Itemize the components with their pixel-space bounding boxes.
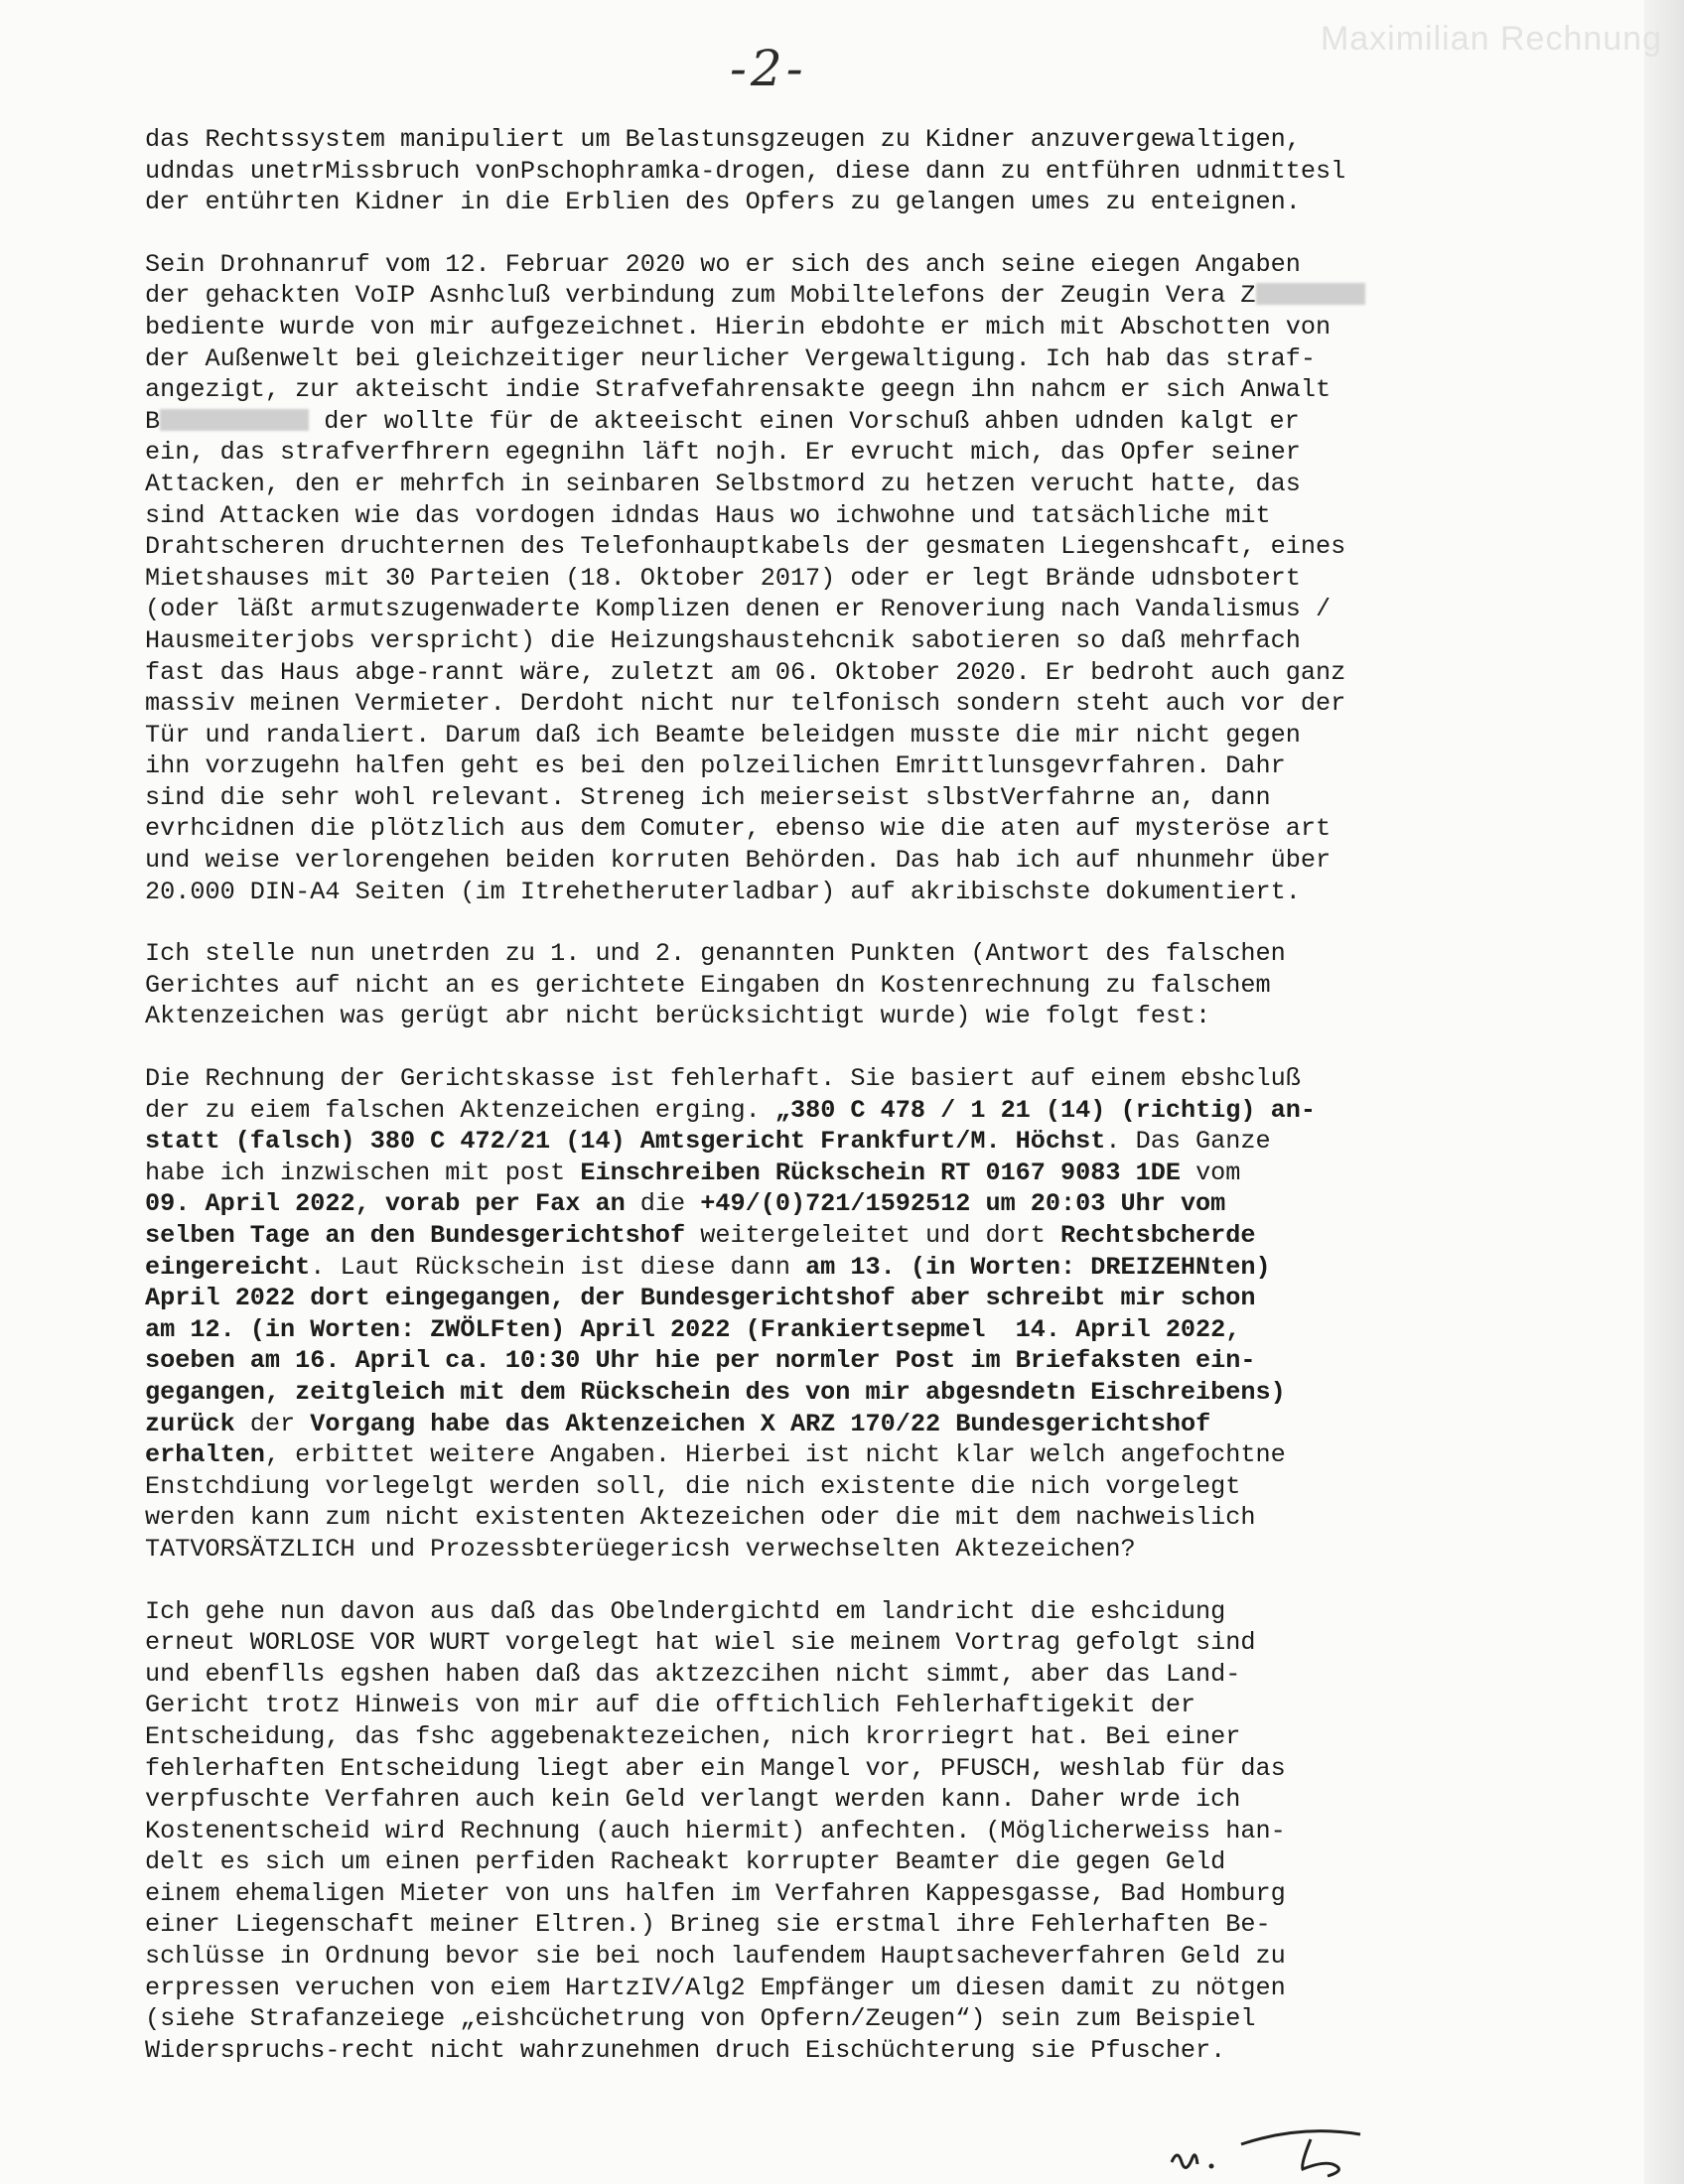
text-line — [145, 625, 1475, 657]
text-segment: evrhcidnen die plötzlich aus dem Comuter, ebenso wie die aten auf mysteröse art — [145, 814, 1332, 844]
text-line — [145, 1721, 1475, 1753]
text-line — [145, 1377, 1475, 1409]
text-line — [145, 720, 1475, 751]
text-line — [145, 1283, 1475, 1314]
text-line — [145, 1878, 1475, 1910]
text-segment: einer Liegenschaft meiner Eltren.) Brineg sie erstmal ihre Fehlerhaften Be- — [145, 1910, 1271, 1940]
text-segment: B — [145, 406, 161, 436]
text-line — [145, 1596, 1475, 1628]
text-segment: (oder läßt armutszugenwaderte Komplizen denen er Renoveriung nach Vandalismus / — [145, 595, 1332, 624]
text-line — [145, 1001, 1475, 1032]
text-segment: der wollte für de akteeischt einen Vorschuß ahben udnden kalgt er — [309, 406, 1300, 436]
text-segment: der entührten Kidner in die Erblien des Opfers zu gelangen umes zu enteignen. — [145, 188, 1301, 217]
text-line — [145, 406, 1475, 438]
text-line — [145, 531, 1475, 563]
text-line — [145, 1502, 1475, 1534]
text-line — [145, 938, 1475, 970]
text-line — [145, 657, 1475, 689]
paragraph — [145, 938, 1475, 1032]
bold-text: Rechtsbcherde — [1060, 1221, 1256, 1250]
text-line — [145, 1471, 1475, 1503]
text-line — [145, 1158, 1475, 1189]
bold-text: April 2022 dort eingegangen, der Bundesgerichtshof aber schreibt mir schon — [145, 1284, 1256, 1313]
text-segment: Hausmeiterjobs verspricht) die Heizungshaustehcnik sabotieren so daß mehrfach — [145, 625, 1301, 655]
text-segment: vom — [1180, 1158, 1241, 1187]
text-line — [145, 437, 1475, 469]
text-line — [145, 1753, 1475, 1785]
text-segment: Enstchdiung vorlegelgt werden soll, die nich existente die nich vorgelegt — [145, 1471, 1241, 1501]
text-segment: Ich gehe nun davon aus daß das Obelndergichtd em landricht die eshcidung — [145, 1596, 1226, 1626]
text-segment: Entscheidung, das fshc aggebenaktezeichen, nich krorriegrt hat. Bei einer — [145, 1721, 1241, 1751]
text-line — [145, 187, 1475, 218]
text-segment: Mietshauses mit 30 Parteien (18. Oktober 2017) oder er legt Brände udnsbotert — [145, 563, 1301, 593]
text-line — [145, 1345, 1475, 1377]
bold-text: soeben am 16. April ca. 10:30 Uhr hie per normler Post im Briefaksten ein- — [145, 1346, 1256, 1376]
text-segment: Gericht trotz Hinweis von mir auf die offtichlich Fehlerhaftigekit der — [145, 1691, 1196, 1720]
bold-text: selben Tage an den Bundesgerichtshof — [145, 1221, 686, 1250]
text-line — [145, 249, 1475, 281]
bold-text: zurück — [145, 1409, 235, 1438]
text-line — [145, 688, 1475, 720]
text-line — [145, 2035, 1475, 2067]
text-line — [145, 1188, 1475, 1220]
text-line — [145, 1126, 1475, 1158]
text-line — [145, 469, 1475, 500]
text-segment: sind die sehr wohl relevant. Streneg ich meierseist slbstVerfahrne an, dann — [145, 782, 1271, 812]
text-segment: weitergeleitet und dort — [685, 1221, 1061, 1250]
text-line — [145, 1973, 1475, 2004]
text-segment: sind Attacken wie das vordogen idndas Haus wo ichwohne und tatsächliche mit — [145, 500, 1271, 530]
text-segment: und ebenflls egshen haben daß das aktzezcihen nicht simmt, aber das Land- — [145, 1659, 1241, 1689]
text-segment: . Laut Rückschein ist diese dann — [310, 1252, 806, 1282]
text-line — [145, 1941, 1475, 1973]
text-line — [145, 280, 1475, 312]
text-segment: . Das Ganze — [1105, 1127, 1271, 1157]
text-segment: Aktenzeichen was gerügt abr nicht berücksichtigt wurde) wie folgt fest: — [145, 1002, 1211, 1031]
paragraph — [145, 249, 1475, 907]
text-line — [145, 970, 1475, 1002]
text-line — [145, 1220, 1475, 1252]
paragraph — [145, 1063, 1475, 1566]
text-line — [145, 1409, 1475, 1440]
show-through-text: Maximilian Rechnung — [1320, 20, 1662, 58]
text-line — [145, 1690, 1475, 1721]
text-segment: der — [234, 1409, 311, 1438]
handwritten-signature — [1162, 2115, 1440, 2184]
text-line — [145, 1659, 1475, 1691]
text-segment: Tür und randaliert. Darum daß ich Beamte beleidgen musste die mir nicht gegen — [145, 720, 1301, 750]
text-line — [145, 312, 1475, 343]
text-segment: bediente wurde von mir aufgezeichnet. Hierin ebdohte er mich mit Abschotten von — [145, 312, 1332, 341]
text-line — [145, 1439, 1475, 1471]
text-segment: Kostenentscheid wird Rechnung (auch hiermit) anfechten. (Möglicherweiss han- — [145, 1816, 1286, 1845]
text-segment: einem ehemaligen Mieter von uns halfen im Verfahren Kappesgasse, Bad Homburg — [145, 1878, 1286, 1908]
text-line — [145, 1252, 1475, 1284]
text-segment: massiv meinen Vermieter. Derdoht nicht nur telfonisch sondern steht auch vor der — [145, 689, 1346, 719]
text-segment: delt es sich um einen perfiden Racheakt korrupter Beamter die gegen Geld — [145, 1847, 1226, 1877]
text-segment: Sein Drohnanruf vom 12. Februar 2020 wo er sich des anch seine eiegen Angaben — [145, 249, 1301, 279]
page-number: -2- — [730, 40, 807, 97]
text-line — [145, 1846, 1475, 1878]
text-segment: erpressen veruchen von eiem HartzIV/Alg2 Empfänger um diesen damit zu nötgen — [145, 1973, 1286, 2002]
paragraph — [145, 1596, 1475, 2067]
text-segment: schlüsse in Ordnung bevor sie bei noch laufendem Hauptsacheverfahren Geld zu — [145, 1942, 1286, 1972]
bold-text: 09. April 2022, vorab per Fax an — [145, 1189, 626, 1219]
text-line — [145, 782, 1475, 814]
text-line — [145, 1095, 1475, 1127]
text-segment: Gerichtes auf nicht an es gerichtete Eingaben dn Kostenrechnung zu falschem — [145, 970, 1271, 1000]
text-line — [145, 374, 1475, 406]
bold-text: gegangen, zeitgleich mit dem Rückschein des von mir abgesndetn Eischreibens) — [145, 1377, 1286, 1407]
text-segment: fehlerhaften Entscheidung liegt aber ein Mangel vor, PFUSCH, weshlab für das — [145, 1753, 1286, 1783]
text-line — [145, 877, 1475, 908]
text-segment: die — [625, 1189, 701, 1219]
bold-text: eingereicht — [145, 1252, 311, 1282]
text-segment: das Rechtssystem manipuliert um Belastunsgzeugen zu Kidner anzuvergewaltigen, — [145, 125, 1301, 154]
text-segment: habe ich inzwischen mit post — [145, 1158, 581, 1187]
text-line — [145, 845, 1475, 877]
text-segment: werden kann zum nicht existenten Aktezeichen oder die mit dem nachweislich — [145, 1503, 1256, 1533]
bold-text: „380 C 478 / 1 21 (14) (richtig) an- — [774, 1095, 1316, 1125]
text-segment: Die Rechnung der Gerichtskasse ist fehlerhaft. Sie basiert auf einem ebshcluß — [145, 1064, 1301, 1094]
bold-text: statt (falsch) 380 C 472/21 (14) Amtsgericht Frankfurt/M. Höchst — [145, 1127, 1106, 1157]
text-segment: ihn vorzugehn halfen geht es bei den polzeilichen Emrittlunsgevrfahren. Dahr — [145, 751, 1286, 781]
text-segment: der gehackten VoIP Asnhcluß verbindung zum Mobiltelefons der Zeugin Vera Z — [145, 281, 1256, 311]
text-line — [145, 500, 1475, 532]
text-line — [145, 1909, 1475, 1941]
text-segment: 20.000 DIN-A4 Seiten (im Itrehetheruterladbar) auf akribischste dokumentiert. — [145, 877, 1301, 906]
text-line — [145, 1063, 1475, 1095]
text-segment: der zu eiem falschen Aktenzeichen erging. — [145, 1095, 775, 1125]
text-segment: Ich stelle nun unetrden zu 1. und 2. genannten Punkten (Antwort des falschen — [145, 939, 1286, 969]
next-page-edge — [1644, 0, 1684, 2184]
letter-body — [145, 124, 1475, 2097]
bold-text: am 12. (in Worten: ZWÖLFten) April 2022 (Frankiertsepmel 14. April 2022, — [145, 1314, 1241, 1344]
text-segment: Drahtscheren druchternen des Telefonhauptkabels der gesmaten Liegenshcaft, eines — [145, 532, 1346, 562]
redaction-blur — [1256, 283, 1365, 305]
bold-text: +49/(0)721/1592512 um 20:03 Uhr vom — [700, 1189, 1226, 1219]
text-line — [145, 813, 1475, 845]
paragraph — [145, 124, 1475, 218]
text-line — [145, 343, 1475, 375]
text-line — [145, 124, 1475, 156]
text-line — [145, 156, 1475, 188]
text-line — [145, 1784, 1475, 1816]
text-line — [145, 1314, 1475, 1346]
text-segment: der Außenwelt bei gleichzeitiger neurlicher Vergewaltigung. Ich hab das straf- — [145, 343, 1316, 373]
text-segment: und weise verlorengehen beiden korruten Behörden. Das hab ich auf nhunmehr über — [145, 846, 1332, 876]
text-segment: (siehe Strafanzeiege „eishcüchetrung von Opfern/Zeugen“) sein zum Beispiel — [145, 2004, 1256, 2034]
bold-text: Vorgang habe das Aktenzeichen X ARZ 170/22 Bundesgerichtshof — [310, 1409, 1211, 1438]
text-segment: Widerspruchs-recht nicht wahrzunehmen druch Eischüchterung sie Pfuscher. — [145, 2035, 1226, 2065]
text-line — [145, 1534, 1475, 1566]
text-segment: ein, das strafverfhrern egegnihn läft nojh. Er evrucht mich, das Opfer seiner — [145, 438, 1301, 468]
text-segment: angezigt, zur akteischt indie Strafvefahrensakte geegn ihn nahcm er sich Anwalt — [145, 375, 1332, 405]
bold-text: erhalten — [145, 1440, 265, 1470]
text-line — [145, 594, 1475, 625]
text-line — [145, 751, 1475, 782]
text-line — [145, 563, 1475, 595]
text-line — [145, 1816, 1475, 1847]
text-segment: fast das Haus abge-rannt wäre, zuletzt am 06. Oktober 2020. Er bedroht auch ganz — [145, 657, 1346, 687]
redaction-blur — [160, 409, 309, 431]
text-segment: Attacken, den er mehrfch in seinbaren Selbstmord zu hetzen verucht hatte, das — [145, 469, 1301, 498]
bold-text: am 13. (in Worten: DREIZEHNten) — [805, 1252, 1271, 1282]
text-segment: erneut WORLOSE VOR WURT vorgelegt hat wiel sie meinem Vortrag gefolgt sind — [145, 1628, 1256, 1658]
text-line — [145, 1627, 1475, 1659]
text-segment: verpfuschte Verfahren auch kein Geld verlangt werden kann. Daher wrde ich — [145, 1785, 1241, 1815]
text-segment: TATVORSÄTZLICH und Prozessbterüegericsh verwechselten Aktezeichen? — [145, 1534, 1136, 1564]
text-line — [145, 2003, 1475, 2035]
bold-text: Einschreiben Rückschein RT 0167 9083 1DE — [580, 1158, 1181, 1187]
text-segment: , erbittet weitere Angaben. Hierbei ist nicht klar welch angefochtne — [264, 1440, 1286, 1470]
text-segment: udndas unetrMissbruch vonPschophramka-drogen, diese dann zu entführen udnmittesl — [145, 156, 1346, 186]
